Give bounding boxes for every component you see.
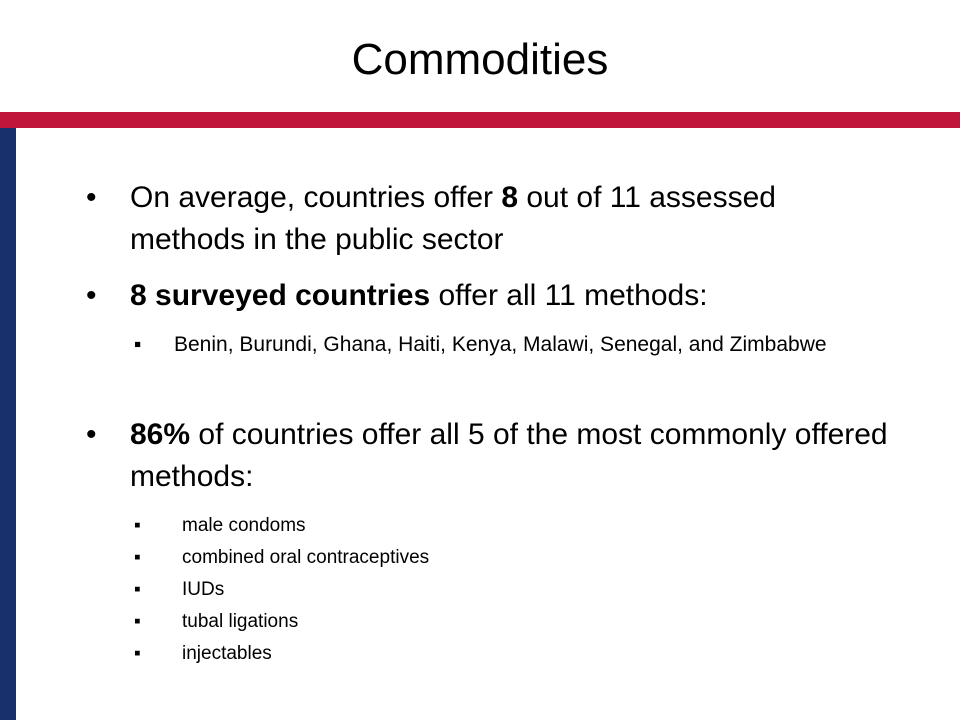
square-bullet-icon: ▪ xyxy=(134,547,141,568)
method-item-text: IUDs xyxy=(182,579,225,600)
square-bullet-icon: ▪ xyxy=(134,643,141,664)
bullet-1-text-a: On average, countries offer xyxy=(130,181,502,214)
bullet-dot: • xyxy=(86,418,97,451)
method-item-text: injectables xyxy=(182,643,272,664)
blue-side-bar xyxy=(0,128,16,720)
bullet-2-text-bold: 8 surveyed countries xyxy=(130,279,431,312)
bullet-1-text-bold: 8 xyxy=(501,181,519,214)
bullet-2-text xyxy=(130,275,890,317)
slide-title: Commodities xyxy=(351,35,609,84)
bullet-2-text-a: offer all 11 methods: xyxy=(430,279,708,312)
square-bullet-icon: ▪ xyxy=(134,515,141,536)
bullet-dot: • xyxy=(86,279,97,312)
red-header-bar xyxy=(0,112,960,128)
square-bullet-icon: ▪ xyxy=(134,611,141,632)
bullet-1-text-b: out of 11 assessed methods in the public sector xyxy=(130,181,776,256)
bullet-3-text-bold: 86% xyxy=(130,418,191,451)
bullet-3-text xyxy=(130,414,890,498)
method-item-text: combined oral contraceptives xyxy=(182,547,430,568)
square-bullet-icon: ▪ xyxy=(134,333,142,356)
bullet-dot: • xyxy=(86,181,97,214)
bullet-1-text xyxy=(130,177,890,261)
method-item-text: tubal ligations xyxy=(182,611,299,632)
square-bullet-icon: ▪ xyxy=(134,579,141,600)
method-item-text: male condoms xyxy=(182,515,306,536)
bullet-3-text-a: of countries offer all 5 of the most commonly offered methods: xyxy=(130,418,888,493)
sub-bullet-countries-text: Benin, Burundi, Ghana, Haiti, Kenya, Malawi, Senegal, and Zimbabwe xyxy=(174,333,827,356)
